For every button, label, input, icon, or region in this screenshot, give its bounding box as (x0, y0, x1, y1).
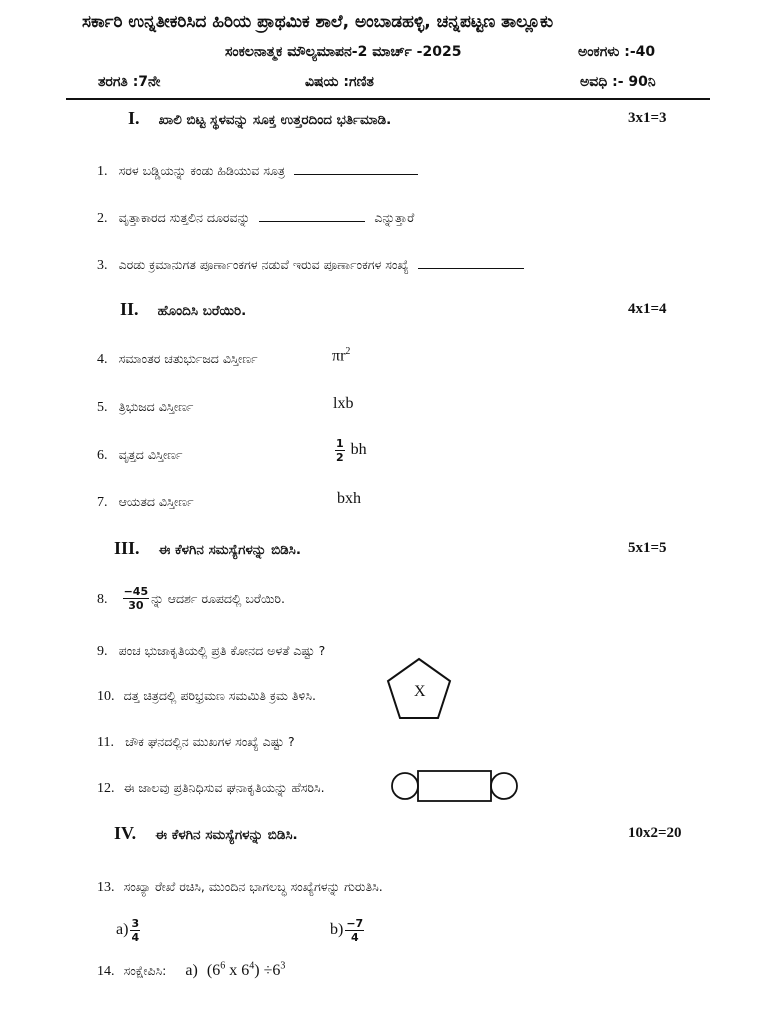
section-number: III. (114, 538, 140, 558)
section-title: ಈ ಕೆಳಗಿನ ಸಮಸ್ಯೆಗಳನ್ನು ಬಿಡಿಸಿ. (158, 542, 301, 558)
section-2-marks: 4x1=4 (628, 301, 667, 317)
question-number: 7. (97, 495, 108, 510)
question-text: ದತ್ತ ಚಿತ್ರದಲ್ಲಿ ಪರಿಭ್ರಮಣ ಸಮಮಿತಿ ಕ್ರಮ ತಿಳಿಸಿ. (123, 688, 316, 703)
net-circle-left (392, 773, 418, 799)
section-number: I. (128, 108, 140, 128)
fraction-numerator: −7 (346, 917, 364, 930)
question-text: ತ್ರಿಭುಜದ ವಿಸ್ತೀರ್ಣ (118, 399, 194, 414)
question-number: 11. (97, 735, 114, 750)
question-8 (97, 586, 285, 611)
section-1-marks: 3x1=3 (628, 110, 667, 126)
expression: ($6^6$ x $6^4) \div 6^3$ (206, 960, 286, 979)
question-7 (97, 491, 194, 511)
answer-blank[interactable] (418, 256, 524, 269)
match-option-bxh: bxh (337, 490, 361, 507)
question-3 (97, 254, 524, 274)
match-text: πr (332, 347, 346, 365)
header-divider (66, 98, 710, 100)
fraction-denominator: 2 (336, 451, 344, 464)
question-number: 12. (97, 781, 115, 796)
match-option-half-bh (333, 438, 367, 463)
question-text: ಈ ಜಾಲವು ಪ್ರತಿನಿಧಿಸುವ ಘನಾಕೃತಿಯನ್ನು ಹೆಸರಿಸಿ. (123, 780, 325, 795)
question-text: ಸಂಕ್ಷೇಪಿಸಿ: (123, 963, 167, 978)
subject-label: ವಿಷಯ :ಗಣಿತ (305, 74, 374, 90)
question-number: 9. (97, 644, 108, 659)
question-14 (97, 960, 285, 980)
question-text: ನ್ನು ಆದರ್ಶ ರೂಪದಲ್ಲಿ ಬರೆಯಿರಿ. (151, 591, 286, 606)
fraction-denominator: 4 (131, 931, 140, 944)
question-12 (97, 777, 325, 797)
question-1 (97, 160, 418, 180)
section-4-heading (114, 823, 298, 844)
question-13-part-b (330, 918, 366, 943)
question-text: ವೃತ್ತಾಕಾರದ ಸುತ್ತಲಿನ ದೂರವನ್ನು (118, 210, 251, 225)
question-number: 14. (97, 964, 115, 979)
question-text: ಎರಡು ಕ್ರಮಾನುಗತ ಪೂರ್ಣಾಂಕಗಳ ನಡುವೆ ಇರುವ ಪೂರ್ಣಾಂಕಗಳ ಸಂಖ್ಯೆ (118, 257, 409, 272)
question-13 (97, 876, 383, 896)
answer-blank[interactable] (294, 162, 418, 175)
question-number: 10. (97, 689, 115, 704)
question-9 (97, 640, 325, 660)
fraction-numerator: 1 (336, 437, 344, 450)
question-number: 8. (97, 592, 108, 607)
section-4-marks: 10x2=20 (628, 825, 682, 841)
question-11 (97, 731, 295, 751)
question-number: 4. (97, 352, 108, 367)
answer-blank[interactable] (259, 209, 365, 222)
fraction-numerator: −45 (123, 585, 149, 598)
section-number: IV. (114, 823, 137, 843)
part-label: a) (116, 921, 129, 939)
match-exponent: 2 (345, 346, 351, 357)
question-10 (97, 685, 316, 705)
section-1-heading (128, 108, 391, 129)
fraction-denominator: 4 (350, 931, 359, 944)
question-text: ವೃತ್ತದ ವಿಸ್ತೀರ್ಣ (118, 447, 183, 462)
section-title: ಖಾಲಿ ಬಿಟ್ಟ ಸ್ಥಳವನ್ನು ಸೂಕ್ತ ಉತ್ತರದಿಂದ ಭರ್ತಿಮಾಡಿ. (158, 112, 392, 128)
question-6 (97, 444, 183, 464)
question-text: ಸರಳ ಬಡ್ಡಿಯನ್ನು ಕಂಡು ಹಿಡಿಯುವ ಸೂತ್ರ (118, 163, 285, 178)
question-13-part-a (116, 918, 142, 943)
question-4 (97, 348, 258, 368)
question-text: ಚೌಕ ಘನದಲ್ಲಿನ ಮುಖಗಳ ಸಂಖ್ಯೆ ಎಷ್ಟು ? (125, 734, 295, 749)
cylinder-net-figure (388, 766, 522, 806)
question-5 (97, 396, 193, 416)
question-text-after: ಎನ್ನುತ್ತಾರೆ (374, 210, 415, 225)
question-text: ಸಮಾಂತರ ಚತುರ್ಭುಜದ ವಿಸ್ತೀರ್ಣ (118, 351, 258, 366)
part-label: a) (185, 962, 198, 979)
section-number: II. (120, 299, 139, 319)
section-title: ಈ ಕೆಳಗಿನ ಸಮಸ್ಯೆಗಳನ್ನು ಬಿಡಿಸಿ. (155, 827, 298, 843)
fraction-numerator: 3 (131, 917, 140, 930)
section-3-marks: 5x1=5 (628, 540, 667, 556)
question-number: 5. (97, 400, 108, 415)
question-text: ಆಯತದ ವಿಸ್ತೀರ್ಣ (118, 494, 194, 509)
fraction-denominator: 30 (128, 599, 144, 612)
match-option-pir2 (332, 346, 350, 365)
total-marks: ಅಂಕಗಳು :-40 (578, 44, 656, 60)
question-2 (97, 207, 414, 227)
part-label: b) (330, 921, 344, 939)
match-text: bh (350, 441, 367, 459)
section-3-heading (114, 538, 301, 559)
question-text: ಪಂಚ ಭುಜಾಕೃತಿಯಲ್ಲಿ ಪ್ರತಿ ಕೋನದ ಅಳತೆ ಎಷ್ಟು ? (118, 643, 326, 658)
class-label: ತರಗತಿ :7ನೇ (98, 74, 161, 90)
match-option-lxb: lxb (333, 395, 354, 412)
section-title: ಹೊಂದಿಸಿ ಬರೆಯಿರಿ. (157, 303, 247, 319)
section-2-heading (120, 299, 246, 320)
question-number: 3. (97, 258, 108, 273)
pentagon-label: X (414, 683, 426, 700)
question-number: 13. (97, 880, 115, 895)
question-number: 2. (97, 211, 108, 226)
school-name: ಸರ್ಕಾರಿ ಉನ್ನತೀಕರಿಸಿದ ಹಿರಿಯ ಪ್ರಾಥಮಿಕ ಶಾಲೆ, ಅಂಬಾಡಹಳ್ಳಿ, ಚನ್ನಪಟ್ಟಣ ತಾಲ್ಲೂಕು (82, 12, 554, 32)
net-rectangle (418, 771, 491, 801)
question-number: 1. (97, 164, 108, 179)
net-circle-right (491, 773, 517, 799)
question-number: 6. (97, 448, 108, 463)
duration-label: ಅವಧಿ :- 90ನಿ (580, 74, 656, 90)
question-text: ಸಂಖ್ಯಾ ರೇಖೆ ರಚಿಸಿ, ಮುಂದಿನ ಭಾಗಲಬ್ಧ ಸಂಖ್ಯೆಗಳನ್ನು ಗುರುತಿಸಿ. (123, 879, 383, 894)
exam-title: ಸಂಕಲನಾತ್ಮಕ ಮೌಲ್ಯಮಾಪನ-2 ಮಾರ್ಚ್ -2025 (225, 44, 462, 60)
